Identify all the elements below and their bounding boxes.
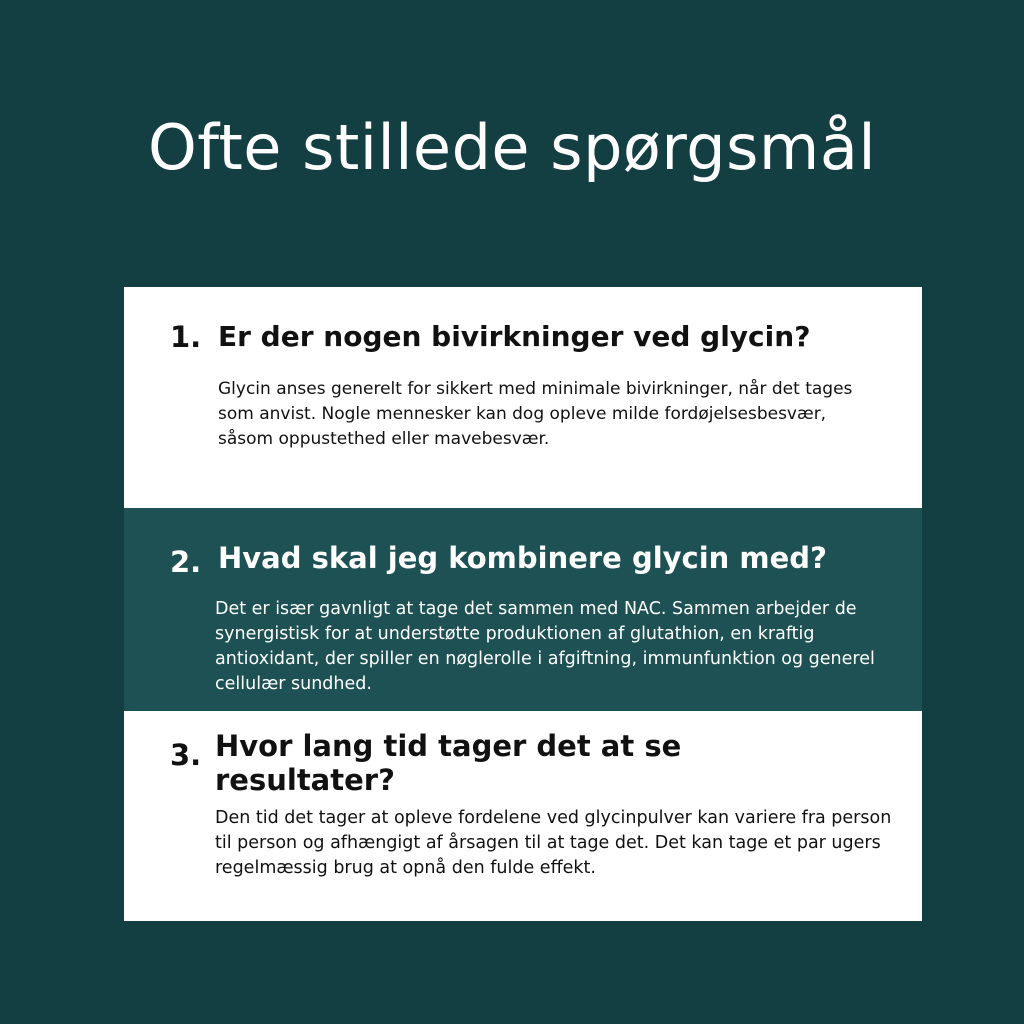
faq-question: Hvad skal jeg kombinere glycin med? xyxy=(218,541,827,575)
faq-answer: Den tid det tager at opleve fordelene ved glycinpulver kan variere fra person til person og afhængigt af årsagen til at tage det. Det kan tage et par ugers regelmæssig brug at opnå den fulde effekt. xyxy=(215,808,892,878)
faq-item-3 xyxy=(124,711,922,921)
faq-number: 1. xyxy=(170,320,202,354)
faq-item-2 xyxy=(124,508,922,711)
faq-number: 3. xyxy=(170,738,202,772)
faq-question: Hvor lang tid tager det at se resultater? xyxy=(215,729,682,797)
faq-answer: Glycin anses generelt for sikkert med minimale bivirkninger, når det tages som anvist. Nogle mennesker kan dog opleve milde fordøjelsesbesvær, såsom oppustethed eller mavebesvær. xyxy=(218,379,853,449)
faq-answer: Det er især gavnligt at tage det sammen med NAC. Sammen arbejder de synergistisk for at understøtte produktionen af glutathion, en kraftig antioxidant, der spiller en nøglerolle i afgiftning, immunfunktion og generel cellulær sundhed. xyxy=(215,599,875,694)
faq-number: 2. xyxy=(170,545,202,579)
faq-question: Er der nogen bivirkninger ved glycin? xyxy=(218,320,811,353)
page-title: Ofte stillede spørgsmål xyxy=(147,111,877,184)
faq-item-1 xyxy=(124,287,922,508)
